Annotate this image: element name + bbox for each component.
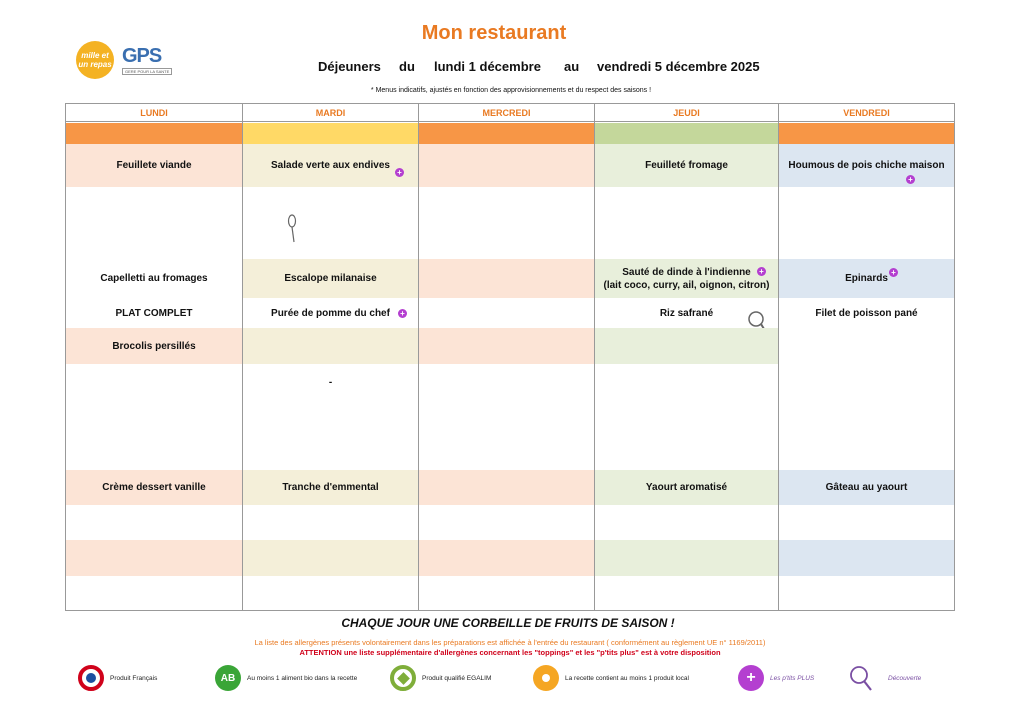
- dessert-cell: Crème dessert vanille: [66, 470, 242, 505]
- legend-item: [533, 663, 689, 693]
- meal-label: Déjeuners: [318, 59, 381, 74]
- column-mardi: [243, 104, 418, 610]
- entree-cell: Feuillete viande: [66, 144, 242, 187]
- end-date: vendredi 5 décembre 2025: [597, 59, 760, 74]
- color-band: [66, 123, 242, 144]
- organic-ab-icon: AB: [215, 665, 241, 691]
- start-date: lundi 1 décembre: [434, 59, 541, 74]
- ptits-plus-icon: +: [738, 665, 764, 691]
- plat-cell: [595, 259, 778, 298]
- dish-label: Epinards: [845, 273, 888, 284]
- chef-spoon-icon: [287, 214, 297, 244]
- allergen-notice: La liste des allergènes présents volontairement dans les préparations est affichée à l'entrée du restaurant ( conformément au règlement UE n° 1169/2011): [254, 638, 766, 647]
- empty-band: [779, 540, 954, 576]
- legend-label: Produit qualifié EGALIM: [422, 674, 492, 682]
- plat-cell: [779, 259, 954, 298]
- empty-band: [419, 259, 594, 298]
- day-header: VENDREDI: [779, 104, 954, 122]
- day-header: MERCREDI: [419, 104, 594, 122]
- dessert-cell: Gâteau au yaourt: [779, 470, 954, 505]
- page-title: Mon restaurant: [421, 22, 567, 44]
- day-header: MARDI: [243, 104, 418, 122]
- entree-cell: Feuilleté fromage: [595, 144, 778, 187]
- accomp-cell: [243, 298, 418, 328]
- local-product-icon: [533, 665, 559, 691]
- discovery-icon: [848, 665, 874, 691]
- empty-band: [419, 328, 594, 364]
- legend-item: [215, 663, 357, 693]
- logos: [76, 41, 172, 79]
- legend-item: [738, 663, 814, 693]
- column-mercredi: [419, 104, 594, 610]
- accomp-cell: Brocolis persillés: [66, 328, 242, 364]
- dessert-cell: Yaourt aromatisé: [595, 470, 778, 505]
- color-band: [419, 123, 594, 144]
- empty-band: [419, 144, 594, 187]
- empty-band: [419, 470, 594, 505]
- day-header: LUNDI: [66, 104, 242, 122]
- day-header: JEUDI: [595, 104, 778, 122]
- legend-label: La recette contient au moins 1 produit local: [565, 674, 689, 682]
- date-from-label: du: [399, 59, 415, 74]
- ptits-plus-icon: +: [906, 175, 915, 184]
- column-jeudi: [595, 104, 778, 610]
- egalim-icon: [390, 665, 416, 691]
- gps-logo: GPS GERE POUR LA SANTE: [122, 46, 172, 75]
- dish-detail: (lait coco, curry, ail, oignon, citron): [603, 279, 770, 291]
- color-band: [595, 123, 778, 144]
- weekly-menu-table: [65, 103, 955, 611]
- ptits-plus-icon: +: [889, 268, 898, 277]
- menu-note: * Menus indicatifs, ajustés en fonction des approvisionnements et du respect des saisons !: [370, 87, 652, 94]
- date-to-label: au: [564, 59, 580, 74]
- dish-label: Sauté de dinde à l'indienne: [622, 266, 751, 278]
- entree-cell: Houmous de pois chiche maison: [779, 144, 954, 187]
- column-vendredi: [779, 104, 954, 610]
- dessert-cell: Tranche d'emmental: [243, 470, 418, 505]
- color-band: [243, 123, 418, 144]
- fromage-cell: -: [328, 376, 333, 388]
- plat-cell: Capelletti au fromages: [66, 259, 242, 298]
- dish-label: Purée de pomme du chef: [271, 307, 390, 319]
- empty-band: [66, 540, 242, 576]
- entree-cell: [243, 144, 418, 187]
- empty-band: [243, 328, 418, 364]
- ptits-plus-icon: +: [395, 168, 404, 177]
- mille-et-un-repas-logo: mille et un repas: [76, 41, 114, 79]
- empty-band: [595, 328, 778, 364]
- dish-label: Salade verte aux endives: [271, 160, 390, 171]
- accomp-cell: Filet de poisson pané: [779, 298, 954, 328]
- legend-label: Découverte: [888, 674, 922, 682]
- legend-label: Les p'tits PLUS: [770, 674, 815, 682]
- accomp-cell: Riz safrané: [595, 298, 778, 328]
- color-band: [779, 123, 954, 144]
- empty-band: [243, 540, 418, 576]
- fruits-notice: CHAQUE JOUR UNE CORBEILLE DE FRUITS DE SAISON !: [341, 616, 675, 630]
- empty-band: [595, 540, 778, 576]
- ptits-plus-icon: +: [757, 267, 766, 276]
- ptits-plus-icon: +: [398, 309, 407, 318]
- column-lundi: [66, 104, 242, 610]
- plat-cell: Escalope milanaise: [243, 259, 418, 298]
- legend-item: [390, 663, 491, 693]
- legend-label: Au moins 1 aliment bio dans la recette: [247, 674, 358, 682]
- allergen-warning: ATTENTION une liste supplémentaire d'allergènes concernant les "toppings" et les "p'tits plus" est à votre disposition: [299, 648, 721, 657]
- legend-item: [78, 663, 157, 693]
- french-product-icon: [78, 665, 104, 691]
- empty-band: [419, 540, 594, 576]
- legend-item: [848, 663, 921, 693]
- accomp-cell: PLAT COMPLET: [66, 298, 242, 328]
- legend-label: Produit Français: [110, 674, 158, 682]
